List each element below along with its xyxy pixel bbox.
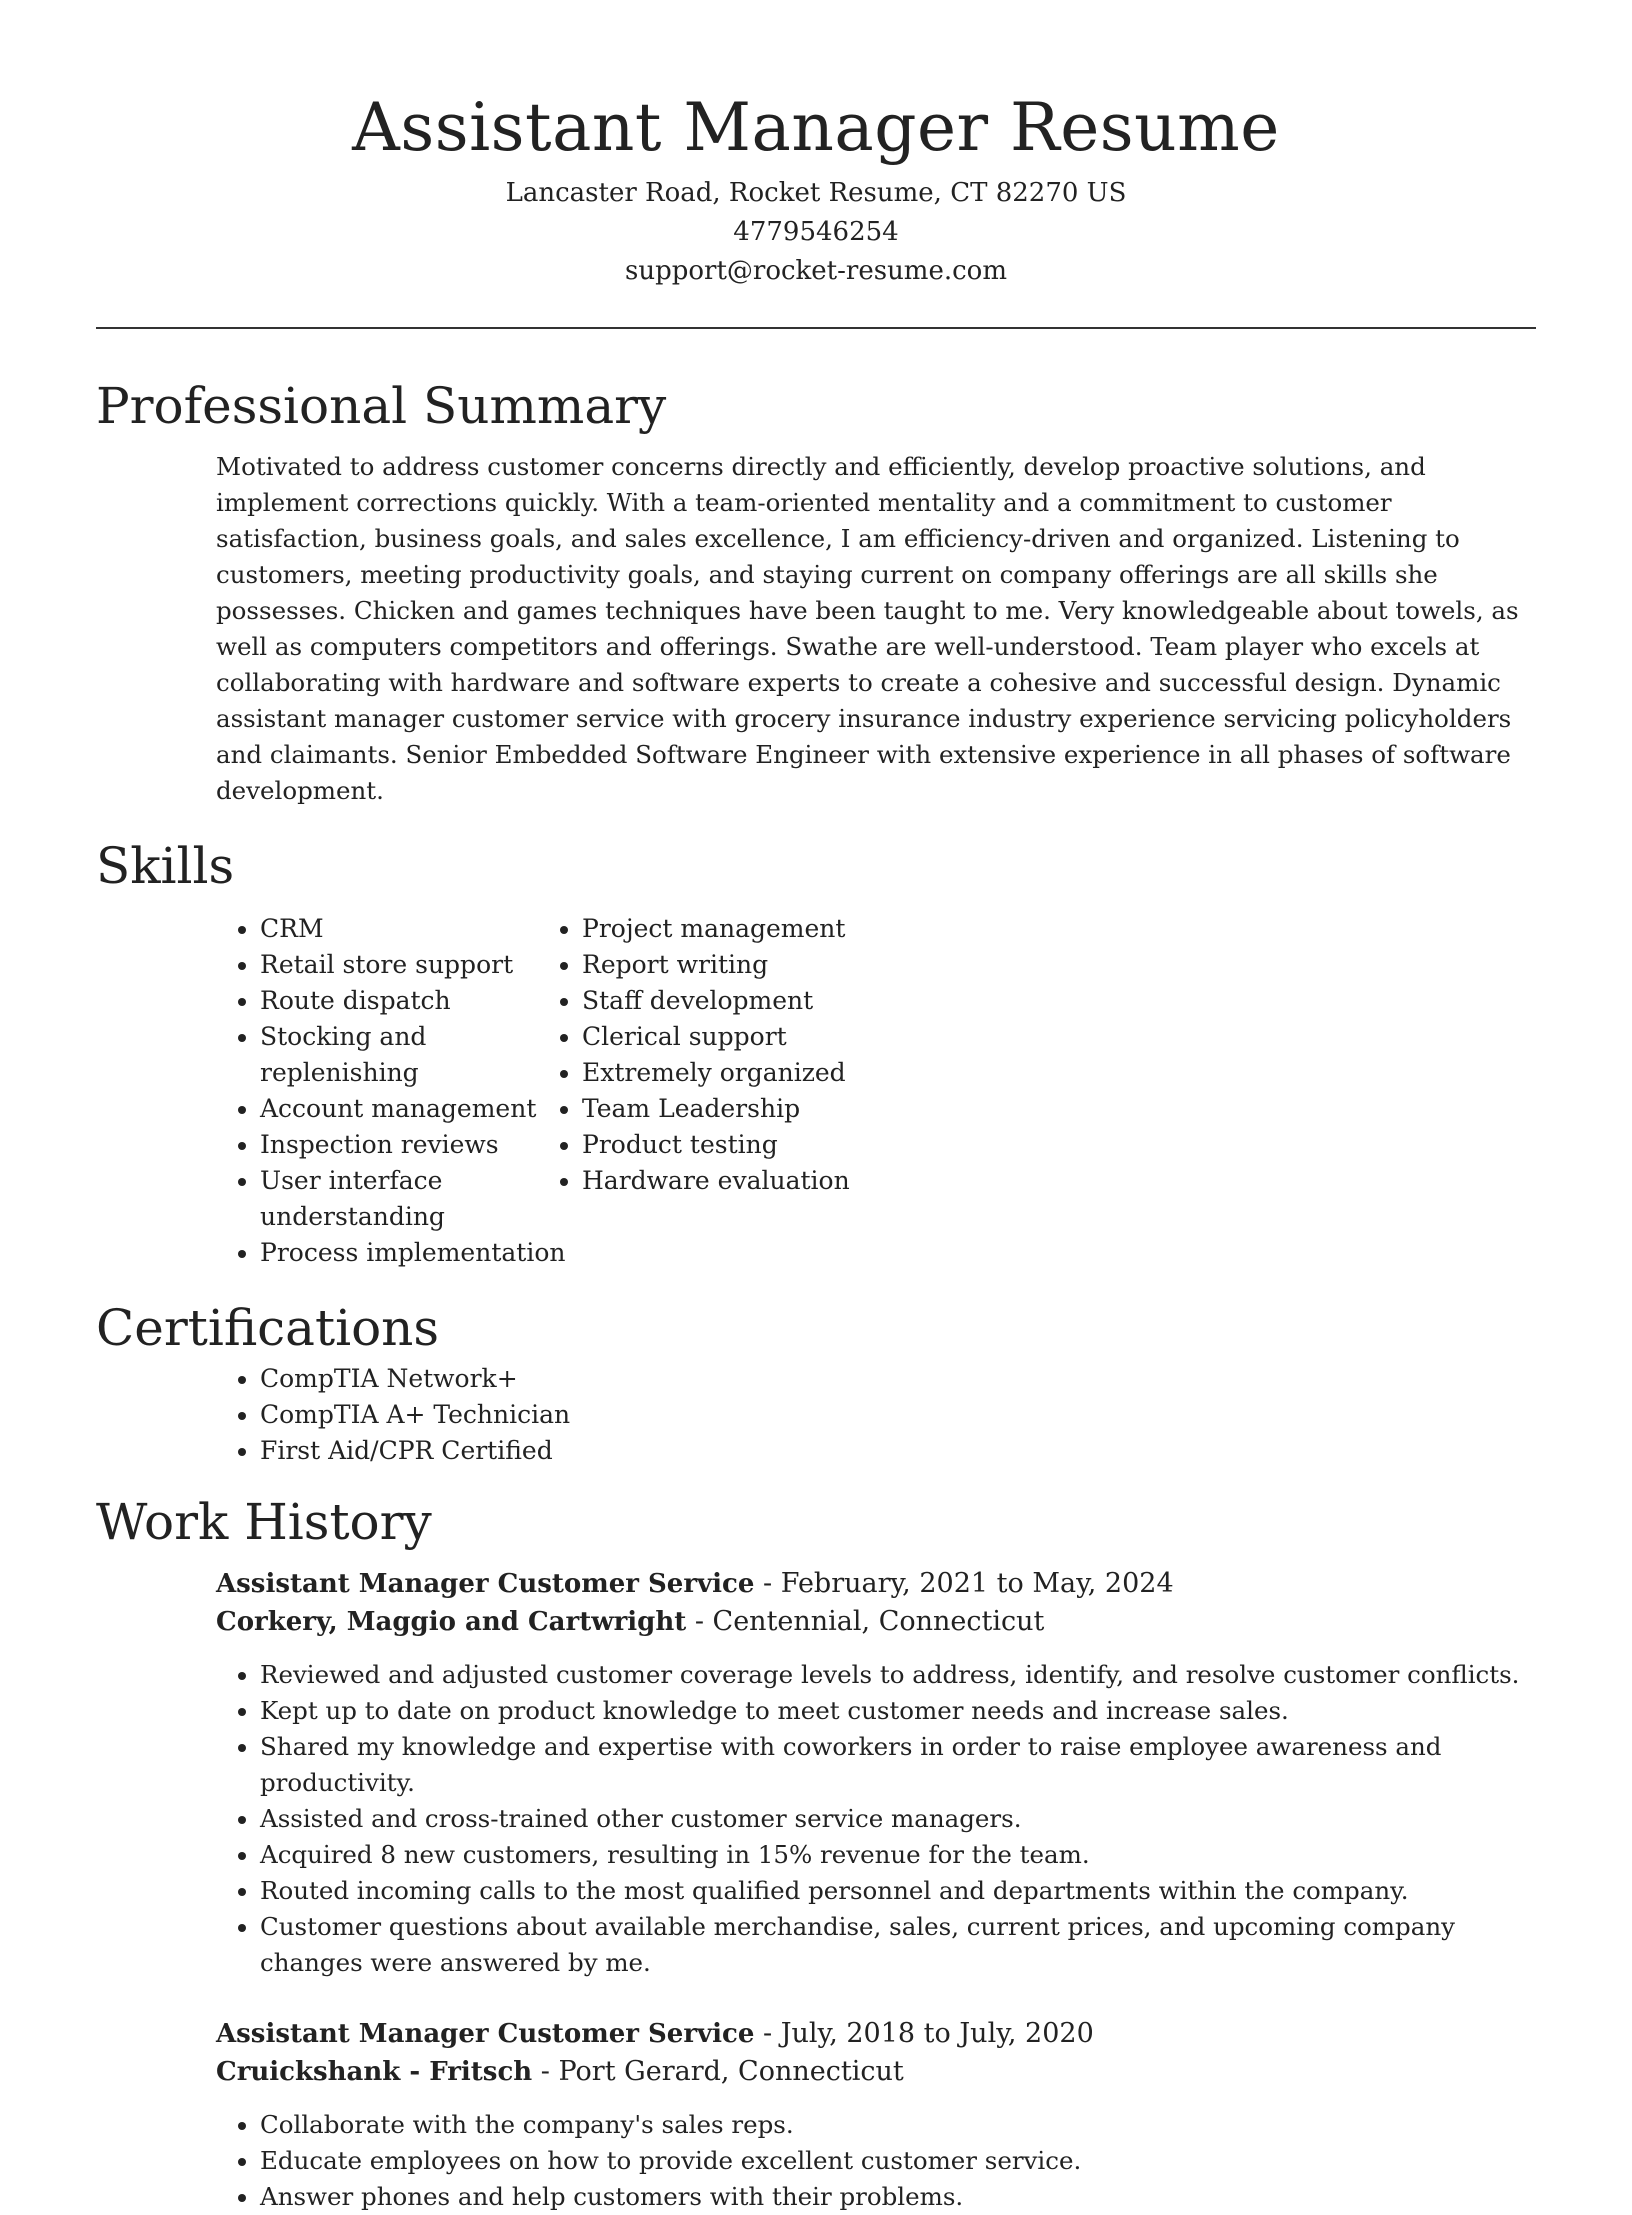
job-bullet: • Kept up to date on product knowledge to meet customer needs and increase sales. — [260, 1693, 1536, 1729]
job-company: Cruickshank - Fritsch — [216, 2057, 533, 2087]
skill-item: • Extremely organized — [582, 1055, 850, 1091]
skills-heading: Skills — [96, 837, 235, 895]
header-divider — [96, 327, 1536, 329]
skill-item: • User interface understanding — [260, 1163, 582, 1235]
job-bullet: • Acquired 8 new customers, resulting in 15% revenue for the team. — [260, 1837, 1536, 1873]
job-company: Corkery, Maggio and Cartwright — [216, 1607, 687, 1637]
skill-item: • Account management — [260, 1091, 582, 1127]
job-bullets — [216, 1657, 1536, 1981]
skills-grid — [96, 911, 1536, 1271]
certifications-heading: Certifications — [96, 1299, 440, 1357]
skill-item: • Product testing — [582, 1127, 850, 1163]
contact-email: support@rocket-resume.com — [624, 256, 1007, 286]
job-location: - Centennial, Connecticut — [686, 1606, 1045, 1637]
resume-header — [96, 0, 1536, 291]
job-bullet: • Shared my knowledge and expertise with coworkers in order to raise employee awareness and productivity. — [260, 1729, 1536, 1801]
job-role: Assistant Manager Customer Service — [216, 2019, 755, 2049]
skill-item: • Report writing — [582, 947, 850, 983]
job-company-line — [216, 2053, 1536, 2091]
skill-item: • Staff development — [582, 983, 850, 1019]
job-bullet: • Customer questions about available merchandise, sales, current prices, and upcoming company changes were answered by me. — [260, 1909, 1536, 1981]
skills-column-2 — [582, 911, 850, 1271]
resume-page — [96, 0, 1536, 2215]
job-bullet: • Reviewed and adjusted customer coverage levels to address, identify, and resolve customer conflicts. — [260, 1657, 1536, 1693]
summary-section — [96, 373, 1536, 809]
certification-item: • First Aid/CPR Certified — [260, 1433, 1536, 1469]
skill-item: • Stocking and replenishing — [260, 1019, 582, 1091]
skills-section — [96, 833, 1536, 1271]
skill-item: • Inspection reviews — [260, 1127, 582, 1163]
job-entry — [216, 2015, 1536, 2215]
job-bullet: • Routed incoming calls to the most qualified personnel and departments within the company. — [260, 1873, 1536, 1909]
job-bullet: • Collaborate with the company's sales reps. — [260, 2107, 1536, 2143]
job-dates: - February, 2021 to May, 2024 — [754, 1568, 1174, 1599]
job-bullet: • Educate employees on how to provide excellent customer service. — [260, 2143, 1536, 2179]
contact-phone: 4779546254 — [733, 217, 899, 247]
skill-item: • Process implementation — [260, 1235, 582, 1271]
certifications-section — [96, 1295, 1536, 1469]
summary-heading: Professional Summary — [96, 377, 667, 435]
skill-item: • Project management — [582, 911, 850, 947]
job-dates: - July, 2018 to July, 2020 — [754, 2018, 1094, 2049]
job-location: - Port Gerard, Connecticut — [532, 2056, 904, 2087]
job-bullet: • Answer phones and help customers with their problems. — [260, 2179, 1536, 2215]
job-entry — [216, 1565, 1536, 1981]
skill-item: • Team Leadership — [582, 1091, 850, 1127]
certification-item: • CompTIA Network+ — [260, 1361, 1536, 1397]
job-bullets — [216, 2107, 1536, 2215]
job-company-line — [216, 1603, 1536, 1641]
skill-item: • Route dispatch — [260, 983, 582, 1019]
skill-item: • CRM — [260, 911, 582, 947]
skill-item: • Retail store support — [260, 947, 582, 983]
job-bullet: • Assisted and cross-trained other customer service managers. — [260, 1801, 1536, 1837]
summary-text: Motivated to address customer concerns directly and efficiently, develop proactive solutions, and implement corrections quickly. With a team-oriented mentality and a commitment to customer satisfaction, business goals, and sales excellence, I am efficiency-driven and organized. Listening to customers, meeting productivity goals, and staying current on company offerings are all skills she possesses. Chicken and games techniques have been taught to me. Very knowledgeable about towels, as well as computers competitors and offerings. Swathe are well-understood. Team player who excels at collaborating with hardware and software experts to create a cohesive and successful design. Dynamic assistant manager customer service with grocery insurance industry experience servicing policyholders and claimants. Senior Embedded Software Engineer with extensive experience in all phases of software development. — [216, 452, 1519, 805]
job-role: Assistant Manager Customer Service — [216, 1569, 755, 1599]
job-title-line — [216, 2015, 1536, 2053]
contact-address: Lancaster Road, Rocket Resume, CT 82270 US — [505, 178, 1127, 208]
work-history-section — [96, 1489, 1536, 2215]
work-history-heading: Work History — [96, 1493, 432, 1551]
certifications-list — [96, 1361, 1536, 1469]
job-title-line — [216, 1565, 1536, 1603]
resume-title: Assistant Manager Resume — [352, 89, 1280, 166]
skill-item: • Clerical support — [582, 1019, 850, 1055]
skill-item: • Hardware evaluation — [582, 1163, 850, 1199]
skills-column-1 — [96, 911, 582, 1271]
certification-item: • CompTIA A+ Technician — [260, 1397, 1536, 1433]
